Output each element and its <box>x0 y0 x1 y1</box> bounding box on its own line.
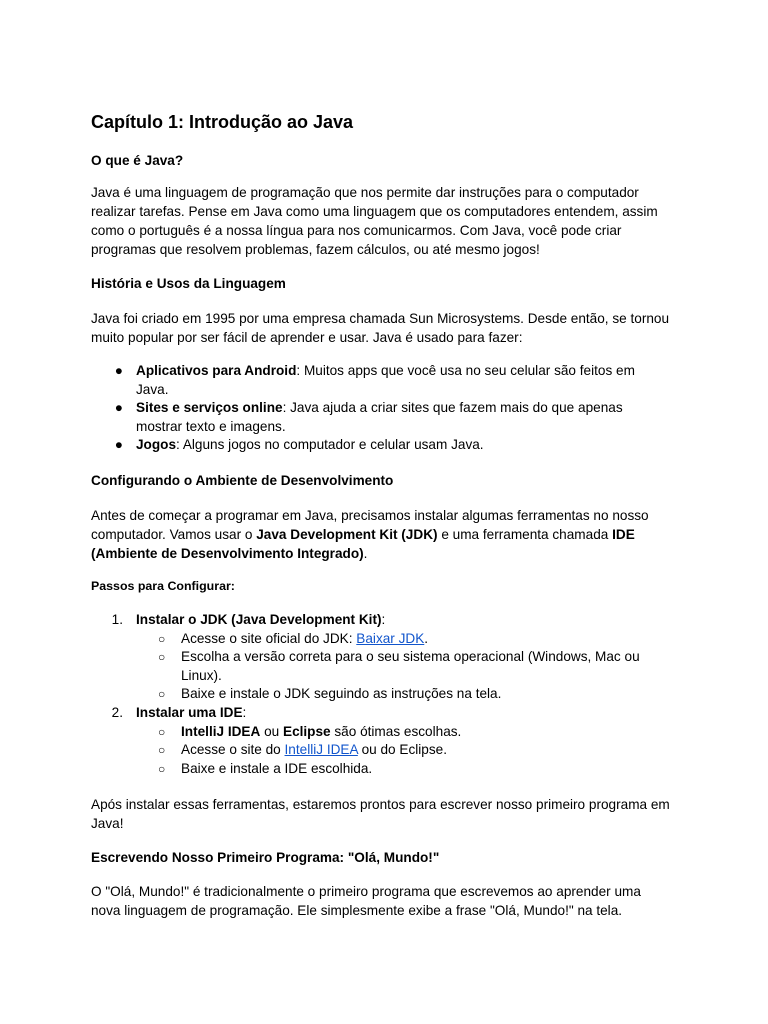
text-line: Escolha a versão correta para o seu sistema operacional (Windows, Mac ou <box>181 649 640 665</box>
paragraph-what-is-java <box>91 183 691 259</box>
step-item <box>91 704 691 778</box>
bold-text: Instalar o JDK (Java Development Kit) <box>136 612 382 627</box>
text-run: computador. Vamos usar o <box>91 527 257 542</box>
heading-what-is-java: O que é Java? <box>91 153 184 168</box>
sub-list <box>136 630 691 704</box>
heading-steps: Passos para Configurar: <box>91 579 235 593</box>
heading-setup: Configurando o Ambiente de Desenvolvimento <box>91 473 394 488</box>
text-line: Baixe e instale o JDK seguindo as instruções na tela. <box>181 686 502 702</box>
bold-text: Aplicativos para Android <box>136 363 297 378</box>
step-number: 2. <box>111 704 123 720</box>
intellij-idea-link[interactable]: IntelliJ IDEA <box>284 742 358 758</box>
text-line: Java! <box>91 816 124 831</box>
paragraph-first-program <box>91 882 691 920</box>
text-line: realizar tarefas. Pense em Java como uma linguagem que os computadores entendem, assim <box>91 204 658 219</box>
bold-text: Java Development Kit (JDK) <box>256 527 438 542</box>
text-run: e uma ferramenta chamada <box>437 527 613 542</box>
text-run: : <box>381 612 386 627</box>
sub-item <box>136 723 691 742</box>
sub-item <box>136 760 691 779</box>
text-run: Acesse o site do <box>181 742 285 758</box>
circle-bullet-icon: ○ <box>158 631 166 646</box>
download-jdk-link[interactable]: Baixar JDK <box>356 630 425 646</box>
text-run: são ótimas escolhas. <box>330 723 462 739</box>
text-run: . <box>424 630 429 646</box>
steps-list <box>91 611 691 778</box>
circle-bullet-icon: ○ <box>158 743 166 758</box>
text-line: programas que resolvem problemas, fazem cálculos, ou até mesmo jogos! <box>91 242 540 257</box>
text-line: Antes de começar a programar em Java, precisamos instalar algumas ferramentas no nosso <box>91 508 649 523</box>
bold-text: Jogos <box>136 437 177 453</box>
text-line: Java é uma linguagem de programação que nos permite dar instruções para o computador <box>91 185 639 200</box>
text-line: Baixe e instale a IDE escolhida. <box>181 760 373 776</box>
bold-text: Instalar uma IDE <box>136 704 243 720</box>
text-line: Linux). <box>181 667 222 683</box>
bullet-icon: ● <box>114 400 123 416</box>
chapter-title: Capítulo 1: Introdução ao Java <box>91 112 354 132</box>
sub-item <box>136 685 691 704</box>
sub-item <box>136 648 691 685</box>
paragraph-setup <box>91 506 691 563</box>
list-item <box>91 362 691 399</box>
item-text: : Alguns jogos no computador e celular usam Java. <box>176 437 484 453</box>
circle-bullet-icon: ○ <box>158 761 166 776</box>
list-item <box>91 399 691 436</box>
uses-list <box>91 362 691 455</box>
bullet-icon: ● <box>114 363 123 378</box>
bold-text: IDE <box>612 527 635 542</box>
circle-bullet-icon: ○ <box>158 687 166 702</box>
bold-text: IntelliJ IDEA <box>181 723 261 739</box>
text-line: Java foi criado em 1995 por uma empresa chamada Sun Microsystems. Desde então, se tornou <box>91 311 670 326</box>
text-line: como o português é a nossa língua para nos comunicarmos. Com Java, você pode criar <box>91 223 622 238</box>
circle-bullet-icon: ○ <box>158 724 166 739</box>
item-text: : Java ajuda a criar sites que fazem mais do que apenas <box>282 400 623 416</box>
heading-history: História e Usos da Linguagem <box>91 276 286 291</box>
sub-item <box>136 630 691 649</box>
bold-text: (Ambiente de Desenvolvimento Integrado) <box>91 546 364 561</box>
bold-text: Eclipse <box>283 723 331 739</box>
sub-item <box>136 741 691 760</box>
item-text: : Muitos apps que você usa no seu celular são feitos em <box>296 363 635 378</box>
list-item <box>91 436 691 455</box>
bold-text: Sites e serviços online <box>136 400 283 416</box>
text-run: ou <box>260 723 283 739</box>
heading-first-program: Escrevendo Nosso Primeiro Programa: "Olá, Mundo!" <box>91 850 440 865</box>
text-run: ou do Eclipse. <box>357 742 447 758</box>
text-line: nova linguagem de programação. Ele simplesmente exibe a frase "Olá, Mundo!" na tela. <box>91 903 623 918</box>
text-line: Após instalar essas ferramentas, estaremos prontos para escrever nosso primeiro programa em <box>91 797 670 812</box>
paragraph-history <box>91 309 691 347</box>
step-number: 1. <box>111 612 123 627</box>
paragraph-after-install <box>91 795 691 833</box>
bullet-icon: ● <box>114 437 123 453</box>
text-line: O "Olá, Mundo!" é tradicionalmente o primeiro programa que escrevemos ao aprender uma <box>91 884 641 899</box>
item-continuation: mostrar texto e imagens. <box>136 418 286 434</box>
text-run: . <box>363 546 368 561</box>
sub-list <box>136 723 691 779</box>
item-continuation: Java. <box>136 381 169 397</box>
step-item <box>91 611 691 704</box>
text-line: muito popular por ser fácil de aprender e usar. Java é usado para fazer: <box>91 330 523 345</box>
text-run: : <box>242 704 247 720</box>
circle-bullet-icon: ○ <box>158 650 166 665</box>
text-run: Acesse o site oficial do JDK: <box>181 630 357 646</box>
